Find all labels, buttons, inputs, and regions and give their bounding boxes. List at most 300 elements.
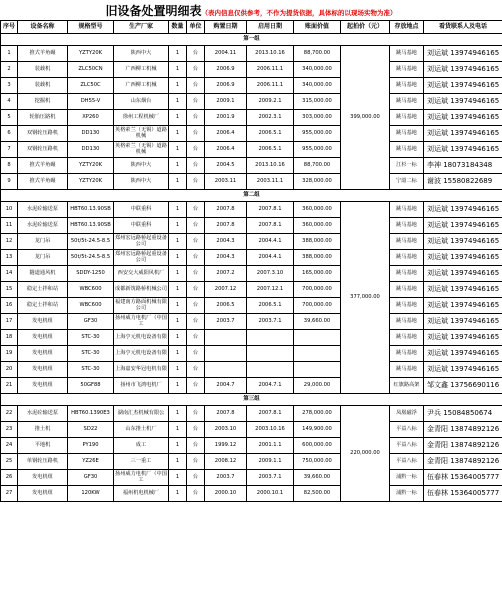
- cell-model: ZLC50C: [68, 78, 114, 94]
- cell-name: 双钢轮压路机: [18, 142, 68, 158]
- cell-use: [247, 330, 294, 346]
- table-row: [1, 234, 502, 250]
- cell-use: 2003.7.1: [247, 470, 294, 486]
- cell-unit: 台: [187, 422, 205, 438]
- cell-maker: 陕西中大: [114, 174, 169, 190]
- cell-unit: 台: [187, 94, 205, 110]
- cell-place: 跳马基地: [390, 282, 424, 298]
- header-cell: 规格型号: [68, 21, 114, 34]
- cell-place: 跳马基地: [390, 126, 424, 142]
- cell-use: 2001.1.1: [247, 438, 294, 454]
- table-row: [1, 158, 502, 174]
- cell-no: 11: [1, 218, 18, 234]
- cell-no: 19: [1, 346, 18, 362]
- group-row: [1, 34, 502, 46]
- cell-book: 955,000.00: [294, 126, 341, 142]
- cell-maker: 山东推土机厂: [114, 422, 169, 438]
- cell-maker: 福建南方路面机械有限公司: [114, 298, 169, 314]
- cell-place: 跳马基地: [390, 110, 424, 126]
- cell-model: YZTY20K: [68, 174, 114, 190]
- cell-use: 2006.5.1: [247, 142, 294, 158]
- cell-book: 700,000.00: [294, 282, 341, 298]
- cell-book: 315,000.00: [294, 94, 341, 110]
- table-row: [1, 218, 502, 234]
- cell-use: 2007.3.10: [247, 266, 294, 282]
- cell-buy: 2007.12: [205, 282, 247, 298]
- cell-name: 推式羊角碾: [18, 46, 68, 62]
- cell-maker: 山东烟台: [114, 94, 169, 110]
- cell-place: 平益八标: [390, 454, 424, 470]
- cell-use: 2009.1.1: [247, 454, 294, 470]
- cell-buy: [205, 346, 247, 362]
- cell-buy: 2003.7: [205, 470, 247, 486]
- cell-contact: 刘运斌 13974946165: [424, 126, 502, 142]
- cell-name: 平地机: [18, 438, 68, 454]
- cell-use: 2003.7.1: [247, 314, 294, 330]
- cell-contact: 刘运斌 13974946165: [424, 78, 502, 94]
- cell-qty: 1: [169, 438, 187, 454]
- cell-book: 340,000.00: [294, 62, 341, 78]
- cell-qty: 1: [169, 298, 187, 314]
- cell-place: 跳马基地: [390, 94, 424, 110]
- cell-contact: 刘运斌 13974946165: [424, 110, 502, 126]
- cell-no: 27: [1, 486, 18, 502]
- group-row: [1, 394, 502, 406]
- cell-unit: 台: [187, 330, 205, 346]
- cell-contact: 刘运斌 13974946165: [424, 282, 502, 298]
- table-row: [1, 62, 502, 78]
- header-cell: 序号: [1, 21, 18, 34]
- cell-buy: 1999.12: [205, 438, 247, 454]
- header-row: [1, 21, 502, 34]
- start-price-cell: 399,000.00: [341, 46, 390, 190]
- cell-use: 2013.10.16: [247, 158, 294, 174]
- cell-maker: 湖南汇杰机械有限公: [114, 406, 169, 422]
- cell-qty: 1: [169, 46, 187, 62]
- table-row: [1, 110, 502, 126]
- cell-book: 39,660.00: [294, 470, 341, 486]
- cell-buy: [205, 330, 247, 346]
- cell-model: YZTY20K: [68, 46, 114, 62]
- cell-maker: 陕西中大: [114, 46, 169, 62]
- cell-model: 50t/5t-24.5-8.5: [68, 234, 114, 250]
- cell-qty: 1: [169, 62, 187, 78]
- cell-book: 149,900.00: [294, 422, 341, 438]
- cell-no: 10: [1, 202, 18, 218]
- cell-unit: 台: [187, 46, 205, 62]
- cell-model: GF30: [68, 314, 114, 330]
- cell-place: 凤凰磁浮: [390, 406, 424, 422]
- header-cell: 数量: [169, 21, 187, 34]
- cell-no: 9: [1, 174, 18, 190]
- header-cell: 单位: [187, 21, 205, 34]
- cell-place: 跳马基地: [390, 218, 424, 234]
- cell-use: 2007.8.1: [247, 218, 294, 234]
- table-body: [1, 21, 502, 502]
- cell-no: 6: [1, 126, 18, 142]
- table-row: [1, 486, 502, 502]
- cell-place: 浦黔一标: [390, 486, 424, 502]
- table-row: [1, 126, 502, 142]
- cell-contact: 刘运斌 13974946165: [424, 46, 502, 62]
- cell-maker: 中联重科: [114, 218, 169, 234]
- cell-book: [294, 330, 341, 346]
- cell-use: 2006.5.1: [247, 298, 294, 314]
- table-row: [1, 422, 502, 438]
- cell-place: 跳马基地: [390, 142, 424, 158]
- cell-name: 推土机: [18, 422, 68, 438]
- table-row: [1, 438, 502, 454]
- cell-use: 2007.8.1: [247, 406, 294, 422]
- cell-contact: 邹文鑫 13756690116: [424, 378, 502, 394]
- cell-book: 360,000.00: [294, 218, 341, 234]
- cell-place: 跳马基地: [390, 298, 424, 314]
- cell-place: 红旗路高架: [390, 378, 424, 394]
- cell-unit: 台: [187, 234, 205, 250]
- cell-model: SD22: [68, 422, 114, 438]
- header-cell: 生产厂家: [114, 21, 169, 34]
- cell-maker: 陕西中大: [114, 158, 169, 174]
- table-row: [1, 174, 502, 190]
- cell-no: 15: [1, 282, 18, 298]
- cell-contact: 刘运斌 13974946165: [424, 250, 502, 266]
- cell-unit: 台: [187, 250, 205, 266]
- equipment-table: [0, 20, 502, 502]
- cell-qty: 1: [169, 486, 187, 502]
- cell-name: 单钢轮压路机: [18, 454, 68, 470]
- cell-buy: 2007.8: [205, 218, 247, 234]
- cell-place: 跳马基地: [390, 250, 424, 266]
- cell-buy: 2006.9: [205, 78, 247, 94]
- cell-model: XP260: [68, 110, 114, 126]
- cell-qty: 1: [169, 174, 187, 190]
- cell-qty: 1: [169, 202, 187, 218]
- cell-use: 2007.12.1: [247, 282, 294, 298]
- cell-buy: 2006.9: [205, 62, 247, 78]
- cell-name: 发电机组: [18, 378, 68, 394]
- cell-use: 2006.11.1: [247, 78, 294, 94]
- table-row: [1, 406, 502, 422]
- cell-unit: 台: [187, 406, 205, 422]
- cell-unit: 台: [187, 470, 205, 486]
- cell-unit: 台: [187, 218, 205, 234]
- cell-use: 2000.10.1: [247, 486, 294, 502]
- cell-qty: 1: [169, 142, 187, 158]
- cell-maker: 扬州威力电机厂（中国工: [114, 314, 169, 330]
- cell-qty: 1: [169, 78, 187, 94]
- cell-unit: 台: [187, 126, 205, 142]
- cell-qty: 1: [169, 362, 187, 378]
- cell-name: 稳定土拌和站: [18, 282, 68, 298]
- cell-model: 50GF88: [68, 378, 114, 394]
- cell-contact: 刘运斌 13974946165: [424, 234, 502, 250]
- cell-book: 328,000.00: [294, 174, 341, 190]
- cell-buy: 2006.5: [205, 298, 247, 314]
- cell-buy: 2007.8: [205, 406, 247, 422]
- table-row: [1, 346, 502, 362]
- cell-contact: 刘运斌 13974946165: [424, 94, 502, 110]
- cell-unit: 台: [187, 174, 205, 190]
- cell-name: 龙门吊: [18, 234, 68, 250]
- table-row: [1, 94, 502, 110]
- cell-place: 跳马基地: [390, 266, 424, 282]
- cell-book: 340,000.00: [294, 78, 341, 94]
- cell-unit: 台: [187, 282, 205, 298]
- cell-book: 88,700.00: [294, 158, 341, 174]
- cell-buy: 2006.4: [205, 142, 247, 158]
- cell-name: 推式羊角碾: [18, 174, 68, 190]
- cell-buy: 2000.10: [205, 486, 247, 502]
- cell-use: 2009.2.1: [247, 94, 294, 110]
- cell-book: 360,000.00: [294, 202, 341, 218]
- cell-qty: 1: [169, 282, 187, 298]
- header-cell: 购置日期: [205, 21, 247, 34]
- cell-contact: 金青阳 13874892126: [424, 422, 502, 438]
- cell-no: 5: [1, 110, 18, 126]
- cell-book: 388,000.00: [294, 234, 341, 250]
- cell-name: 发电机组: [18, 362, 68, 378]
- table-row: [1, 250, 502, 266]
- table-row: [1, 46, 502, 62]
- table-row: [1, 266, 502, 282]
- cell-use: 2004.4.1: [247, 250, 294, 266]
- cell-maker: 西安交大威阳风机厂: [114, 266, 169, 282]
- cell-qty: 1: [169, 330, 187, 346]
- cell-place: 跳马基地: [390, 62, 424, 78]
- cell-book: 700,000.00: [294, 298, 341, 314]
- cell-qty: 1: [169, 454, 187, 470]
- cell-name: 挖掘机: [18, 94, 68, 110]
- cell-contact: 金青阳 13874892126: [424, 454, 502, 470]
- cell-place: 跳马基地: [390, 314, 424, 330]
- cell-use: 2013.10.16: [247, 46, 294, 62]
- cell-model: 50t/5t-24.5-8.5: [68, 250, 114, 266]
- group-label: 第三组: [1, 394, 502, 406]
- cell-unit: 台: [187, 266, 205, 282]
- cell-qty: 1: [169, 266, 187, 282]
- table-row: [1, 362, 502, 378]
- cell-contact: 刘运斌 13974946165: [424, 314, 502, 330]
- cell-place: 跳马基地: [390, 202, 424, 218]
- cell-buy: 2009.1: [205, 94, 247, 110]
- cell-no: 8: [1, 158, 18, 174]
- cell-book: [294, 346, 341, 362]
- cell-buy: 2006.4: [205, 126, 247, 142]
- cell-no: 1: [1, 46, 18, 62]
- cell-model: PY190: [68, 438, 114, 454]
- cell-book: 303,000.00: [294, 110, 341, 126]
- cell-no: 2: [1, 62, 18, 78]
- cell-name: 水泥砼输送泵: [18, 406, 68, 422]
- table-row: [1, 142, 502, 158]
- cell-no: 26: [1, 470, 18, 486]
- cell-model: DD130: [68, 142, 114, 158]
- cell-model: SDDY-1250: [68, 266, 114, 282]
- cell-use: 2003.11.1: [247, 174, 294, 190]
- cell-name: 发电机组: [18, 486, 68, 502]
- table-row: [1, 282, 502, 298]
- cell-buy: 2003.10: [205, 422, 247, 438]
- cell-qty: 1: [169, 218, 187, 234]
- title-note: （表内信息仅供参考，不作为提货依据，具体标的以现场实物为准）: [201, 9, 397, 17]
- table-row: [1, 314, 502, 330]
- title-text: 旧设备处置明细表: [105, 4, 202, 18]
- cell-place: 跳马基地: [390, 362, 424, 378]
- cell-model: DD130: [68, 126, 114, 142]
- cell-model: HBT60.1390E3: [68, 406, 114, 422]
- cell-qty: 1: [169, 346, 187, 362]
- cell-no: 3: [1, 78, 18, 94]
- table-row: [1, 454, 502, 470]
- cell-qty: 1: [169, 250, 187, 266]
- cell-buy: 2004.3: [205, 250, 247, 266]
- cell-name: 装载机: [18, 78, 68, 94]
- cell-buy: 2001.9: [205, 110, 247, 126]
- cell-use: 2004.7.1: [247, 378, 294, 394]
- cell-maker: 扬州威力电机厂（中国工: [114, 470, 169, 486]
- cell-use: [247, 346, 294, 362]
- cell-contact: 刘运斌 13974946165: [424, 62, 502, 78]
- cell-model: YZTY20K: [68, 158, 114, 174]
- cell-model: STC-30: [68, 362, 114, 378]
- cell-book: 39,660.00: [294, 314, 341, 330]
- cell-unit: 台: [187, 486, 205, 502]
- cell-buy: [205, 362, 247, 378]
- cell-maker: 上海亨元机电设备有限: [114, 330, 169, 346]
- cell-use: 2007.8.1: [247, 202, 294, 218]
- cell-place: 平益八标: [390, 438, 424, 454]
- cell-book: 955,000.00: [294, 142, 341, 158]
- cell-name: 推式羊角碾: [18, 158, 68, 174]
- cell-maker: 广西柳工机械: [114, 62, 169, 78]
- cell-unit: 台: [187, 378, 205, 394]
- cell-use: 2006.5.1: [247, 126, 294, 142]
- cell-maker: 郑州宏远路桥起重设备公司: [114, 234, 169, 250]
- cell-model: WBC600: [68, 298, 114, 314]
- table-row: [1, 330, 502, 346]
- cell-use: 2006.11.1: [247, 62, 294, 78]
- cell-buy: 2003.7: [205, 314, 247, 330]
- cell-contact: 刘运斌 13974946165: [424, 142, 502, 158]
- table-row: [1, 298, 502, 314]
- cell-book: 278,000.00: [294, 406, 341, 422]
- cell-place: 跳马基地: [390, 330, 424, 346]
- cell-no: 22: [1, 406, 18, 422]
- cell-unit: 台: [187, 158, 205, 174]
- cell-book: 88,700.00: [294, 46, 341, 62]
- cell-unit: 台: [187, 438, 205, 454]
- cell-place: 跳马基地: [390, 346, 424, 362]
- cell-no: 17: [1, 314, 18, 330]
- cell-model: HBT60.13.90SB: [68, 202, 114, 218]
- cell-no: 25: [1, 454, 18, 470]
- cell-no: 21: [1, 378, 18, 394]
- cell-model: 120KW: [68, 486, 114, 502]
- cell-model: HBT60.13.90SB: [68, 218, 114, 234]
- cell-unit: 台: [187, 78, 205, 94]
- cell-name: 发电机组: [18, 346, 68, 362]
- cell-book: [294, 362, 341, 378]
- cell-buy: 2003.11: [205, 174, 247, 190]
- cell-maker: 上海亨元机电设备有限: [114, 346, 169, 362]
- header-cell: 设备名称: [18, 21, 68, 34]
- cell-unit: 台: [187, 142, 205, 158]
- cell-buy: 2007.2: [205, 266, 247, 282]
- cell-unit: 台: [187, 346, 205, 362]
- cell-place: 跳马基地: [390, 46, 424, 62]
- cell-contact: 李神 18073184348: [424, 158, 502, 174]
- cell-qty: 1: [169, 94, 187, 110]
- table-row: [1, 202, 502, 218]
- cell-qty: 1: [169, 314, 187, 330]
- cell-name: 发电机组: [18, 330, 68, 346]
- cell-maker: 英格索兰（无锡）道路机械: [114, 126, 169, 142]
- cell-maker: 徐州工程机械厂: [114, 110, 169, 126]
- cell-maker: 广西柳工机械: [114, 78, 169, 94]
- cell-no: 18: [1, 330, 18, 346]
- cell-no: 12: [1, 234, 18, 250]
- cell-unit: 台: [187, 454, 205, 470]
- cell-no: 14: [1, 266, 18, 282]
- table-row: [1, 378, 502, 394]
- document-title: [0, 0, 502, 20]
- cell-name: 隧道通风机: [18, 266, 68, 282]
- cell-qty: 1: [169, 378, 187, 394]
- cell-qty: 1: [169, 406, 187, 422]
- cell-buy: 2004.5: [205, 158, 247, 174]
- header-cell: 账面价值: [294, 21, 341, 34]
- cell-use: [247, 362, 294, 378]
- cell-name: 水泥砼输送泵: [18, 218, 68, 234]
- cell-unit: 台: [187, 298, 205, 314]
- cell-contact: 刘运斌 13974946165: [424, 298, 502, 314]
- cell-no: 13: [1, 250, 18, 266]
- cell-name: 稳定土拌和站: [18, 298, 68, 314]
- cell-book: 750,000.00: [294, 454, 341, 470]
- cell-place: 平益八标: [390, 422, 424, 438]
- cell-buy: 2008.12: [205, 454, 247, 470]
- cell-contact: 刘运斌 13974946165: [424, 266, 502, 282]
- cell-maker: 成工: [114, 438, 169, 454]
- cell-no: 20: [1, 362, 18, 378]
- cell-maker: 郑州宏远路桥起重设备公司: [114, 250, 169, 266]
- cell-model: ZLC50CN: [68, 62, 114, 78]
- cell-contact: 伍春林 15364005777: [424, 470, 502, 486]
- cell-contact: 刘运斌 13974946165: [424, 346, 502, 362]
- cell-name: 水泥砼输送泵: [18, 202, 68, 218]
- cell-buy: 2007.8: [205, 202, 247, 218]
- cell-use: 2003.10.16: [247, 422, 294, 438]
- header-cell: 启用日期: [247, 21, 294, 34]
- cell-buy: 2004.7: [205, 378, 247, 394]
- cell-model: GF30: [68, 470, 114, 486]
- cell-place: 跳马基地: [390, 78, 424, 94]
- cell-model: DH55-V: [68, 94, 114, 110]
- cell-qty: 1: [169, 126, 187, 142]
- group-row: [1, 190, 502, 202]
- cell-contact: 刘运斌 13974946165: [424, 218, 502, 234]
- cell-no: 7: [1, 142, 18, 158]
- cell-model: STC-30: [68, 346, 114, 362]
- table-row: [1, 78, 502, 94]
- cell-buy: 2004.11: [205, 46, 247, 62]
- cell-no: 24: [1, 438, 18, 454]
- cell-maker: 成都新筑路桥机械公司: [114, 282, 169, 298]
- cell-place: 浦黔一标: [390, 470, 424, 486]
- cell-place: 江杉一标: [390, 158, 424, 174]
- cell-book: 82,500.00: [294, 486, 341, 502]
- cell-use: 2004.4.1: [247, 234, 294, 250]
